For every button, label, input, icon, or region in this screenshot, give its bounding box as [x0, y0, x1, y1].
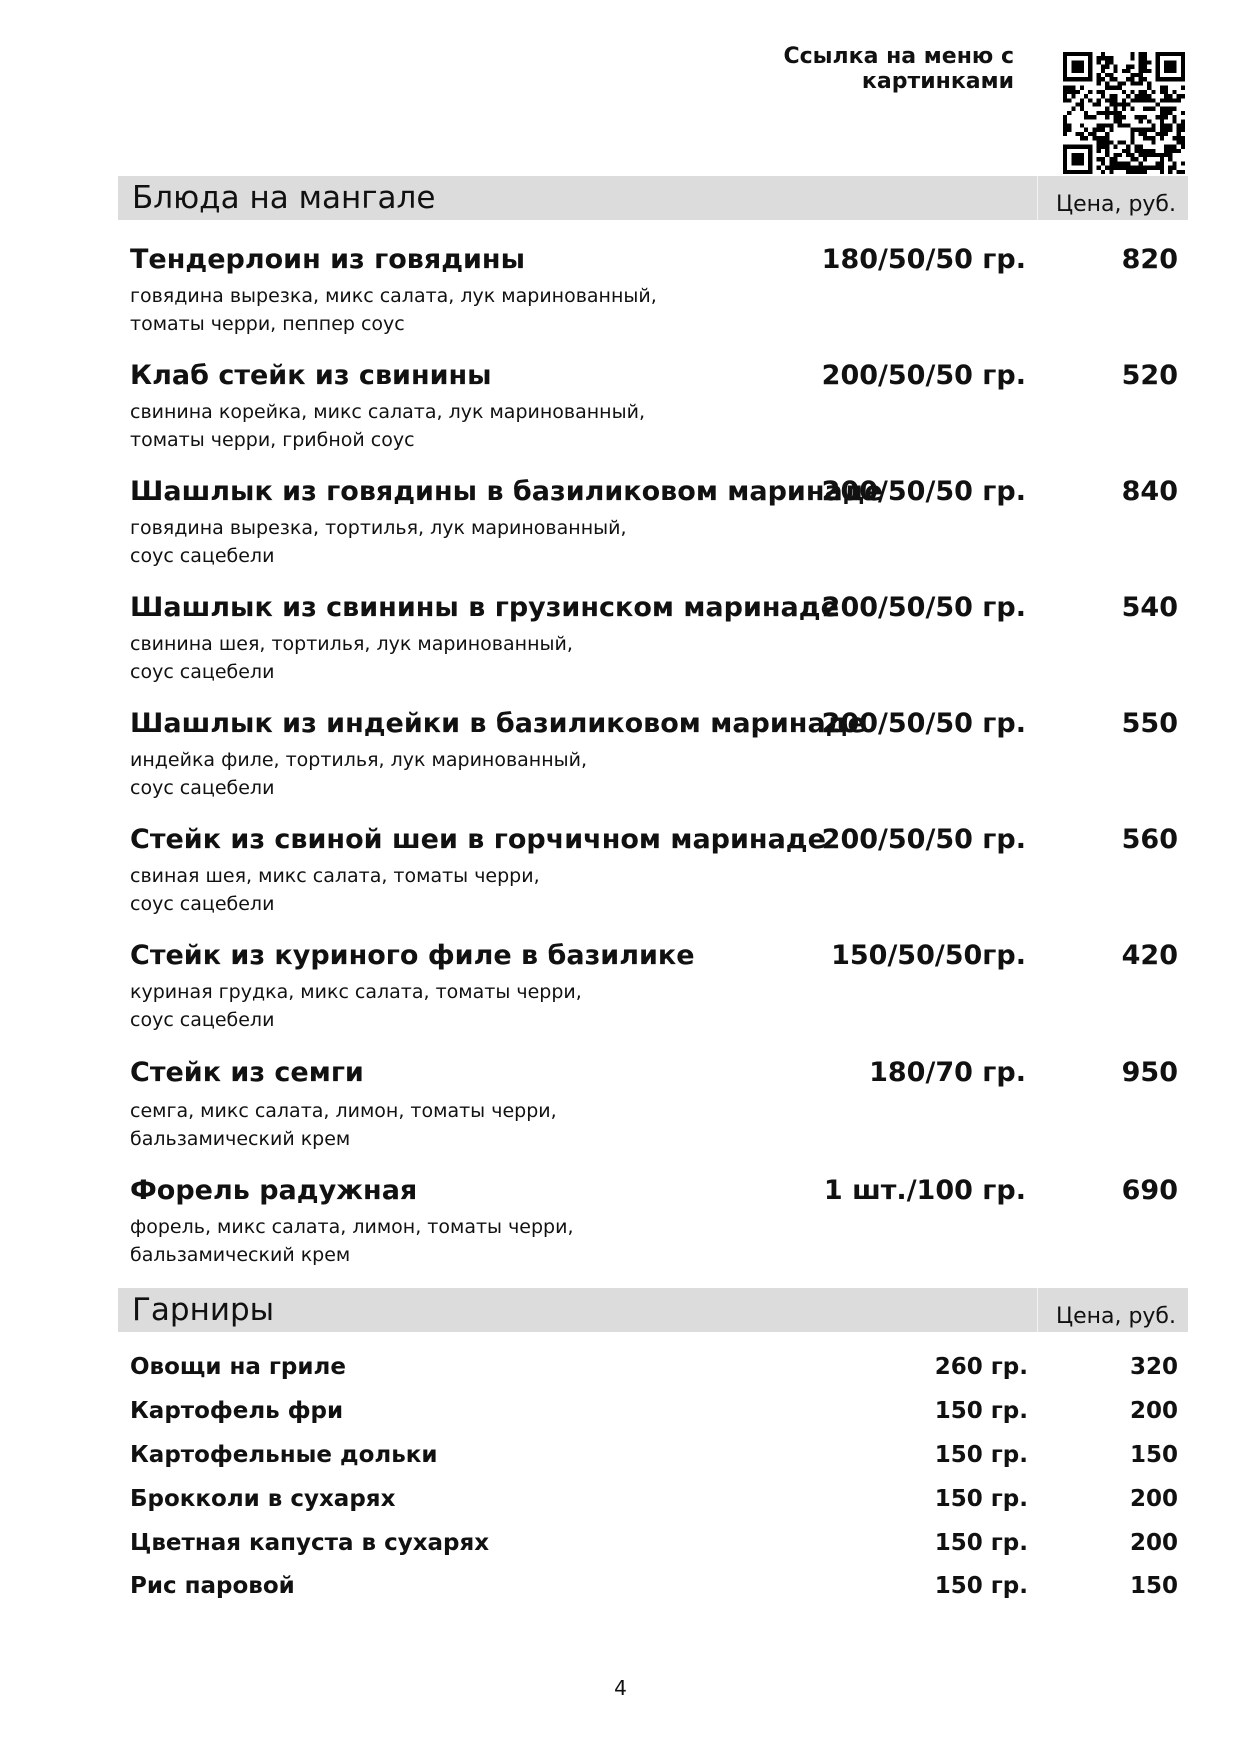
item-description: [130, 398, 770, 454]
item-description: [130, 746, 770, 802]
description-line: бальзамический крем: [130, 1244, 351, 1266]
price-column-header: [1037, 1288, 1188, 1332]
item-name: Шашлык из говядины в базиликовом маринаде: [130, 476, 883, 507]
qr-code-icon[interactable]: [1063, 52, 1185, 174]
item-description: [130, 1213, 770, 1269]
menu-item: [130, 592, 1178, 692]
item-price: 420: [1121, 940, 1178, 971]
item-name: Стейк из свиной шеи в горчичном маринаде: [130, 824, 826, 855]
section-header-grill: [118, 176, 1188, 220]
item-price: 200: [1129, 1398, 1178, 1424]
description-line: соус сацебели: [130, 777, 275, 799]
item-price: 950: [1121, 1057, 1178, 1088]
item-weight: 200/50/50 гр.: [821, 824, 1026, 855]
item-price: 150: [1129, 1573, 1178, 1599]
description-line: свинина шея, тортилья, лук маринованный,: [130, 633, 573, 655]
garnish-item: [130, 1486, 1178, 1520]
price-header-label: Цена, руб.: [1055, 192, 1176, 217]
description-line: бальзамический крем: [130, 1128, 351, 1150]
item-weight: 150 гр.: [934, 1442, 1028, 1468]
item-name: Стейк из семги: [130, 1057, 364, 1088]
garnish-item: [130, 1573, 1178, 1607]
garnish-item: [130, 1442, 1178, 1476]
item-weight: 150 гр.: [934, 1573, 1028, 1599]
item-weight: 180/70 гр.: [869, 1057, 1026, 1088]
section-header-garnishes: [118, 1288, 1188, 1332]
description-line: говядина вырезка, тортилья, лук маринованный,: [130, 517, 627, 539]
item-weight: 260 гр.: [934, 1354, 1028, 1380]
menu-item: [130, 824, 1178, 924]
item-price: 200: [1129, 1530, 1178, 1556]
item-weight: 150 гр.: [934, 1398, 1028, 1424]
menu-item: [130, 360, 1178, 460]
description-line: куриная грудка, микс салата, томаты черри,: [130, 981, 582, 1003]
item-price: 820: [1121, 244, 1178, 275]
item-description: [130, 282, 770, 338]
menu-item: [130, 940, 1178, 1040]
item-name: Картофельные дольки: [130, 1442, 438, 1468]
item-name: Шашлык из индейки в базиликовом маринаде: [130, 708, 866, 739]
item-name: Цветная капуста в сухарях: [130, 1530, 490, 1556]
page-number: 4: [614, 1676, 627, 1700]
item-name: Тендерлоин из говядины: [130, 244, 526, 275]
menu-item: [130, 1175, 1178, 1275]
item-weight: 200/50/50 гр.: [821, 360, 1026, 391]
item-weight: 150 гр.: [934, 1530, 1028, 1556]
description-line: соус сацебели: [130, 545, 275, 567]
garnish-item: [130, 1354, 1178, 1388]
item-weight: 150 гр.: [934, 1486, 1028, 1512]
description-line: семга, микс салата, лимон, томаты черри,: [130, 1100, 557, 1122]
item-weight: 150/50/50гр.: [831, 940, 1026, 971]
item-price: 200: [1129, 1486, 1178, 1512]
description-line: свиная шея, микс салата, томаты черри,: [130, 865, 540, 887]
item-price: 840: [1121, 476, 1178, 507]
item-price: 150: [1129, 1442, 1178, 1468]
menu-item: [130, 244, 1178, 344]
item-description: [130, 514, 770, 570]
item-name: Клаб стейк из свинины: [130, 360, 492, 391]
section-title: Гарниры: [132, 1292, 275, 1328]
menu-item: [130, 476, 1178, 576]
item-name: Форель радужная: [130, 1175, 418, 1206]
item-price: 320: [1129, 1354, 1178, 1380]
item-name: Овощи на гриле: [130, 1354, 346, 1380]
item-name: Рис паровой: [130, 1573, 295, 1599]
item-description: [130, 1097, 770, 1153]
item-price: 550: [1121, 708, 1178, 739]
item-name: Картофель фри: [130, 1398, 344, 1424]
item-weight: 180/50/50 гр.: [821, 244, 1026, 275]
description-line: соус сацебели: [130, 1009, 275, 1031]
description-line: томаты черри, пеппер соус: [130, 313, 405, 335]
menu-item: [130, 1057, 1178, 1157]
description-line: соус сацебели: [130, 661, 275, 683]
description-line: индейка филе, тортилья, лук маринованный,: [130, 749, 588, 771]
item-price: 540: [1121, 592, 1178, 623]
item-price: 560: [1121, 824, 1178, 855]
item-price: 690: [1121, 1175, 1178, 1206]
item-weight: 200/50/50 гр.: [821, 592, 1026, 623]
item-description: [130, 978, 770, 1034]
item-weight: 1 шт./100 гр.: [823, 1175, 1026, 1206]
item-name: Стейк из куриного филе в базилике: [130, 940, 695, 971]
price-column-header: [1037, 176, 1188, 220]
item-weight: 200/50/50 гр.: [821, 708, 1026, 739]
item-description: [130, 862, 770, 918]
garnish-item: [130, 1398, 1178, 1432]
item-name: Шашлык из свинины в грузинском маринаде: [130, 592, 839, 623]
section-title: Блюда на мангале: [132, 180, 436, 216]
item-price: 520: [1121, 360, 1178, 391]
price-header-label: Цена, руб.: [1055, 1304, 1176, 1329]
qr-caption: Ссылка на меню с картинками: [783, 44, 1014, 94]
description-line: форель, микс салата, лимон, томаты черри,: [130, 1216, 574, 1238]
description-line: свинина корейка, микс салата, лук маринованный,: [130, 401, 645, 423]
item-description: [130, 630, 770, 686]
item-weight: 200/50/50 гр.: [821, 476, 1026, 507]
description-line: говядина вырезка, микс салата, лук маринованный,: [130, 285, 657, 307]
menu-item: [130, 708, 1178, 808]
description-line: соус сацебели: [130, 893, 275, 915]
garnish-item: [130, 1530, 1178, 1564]
description-line: томаты черри, грибной соус: [130, 429, 415, 451]
item-name: Брокколи в сухарях: [130, 1486, 396, 1512]
